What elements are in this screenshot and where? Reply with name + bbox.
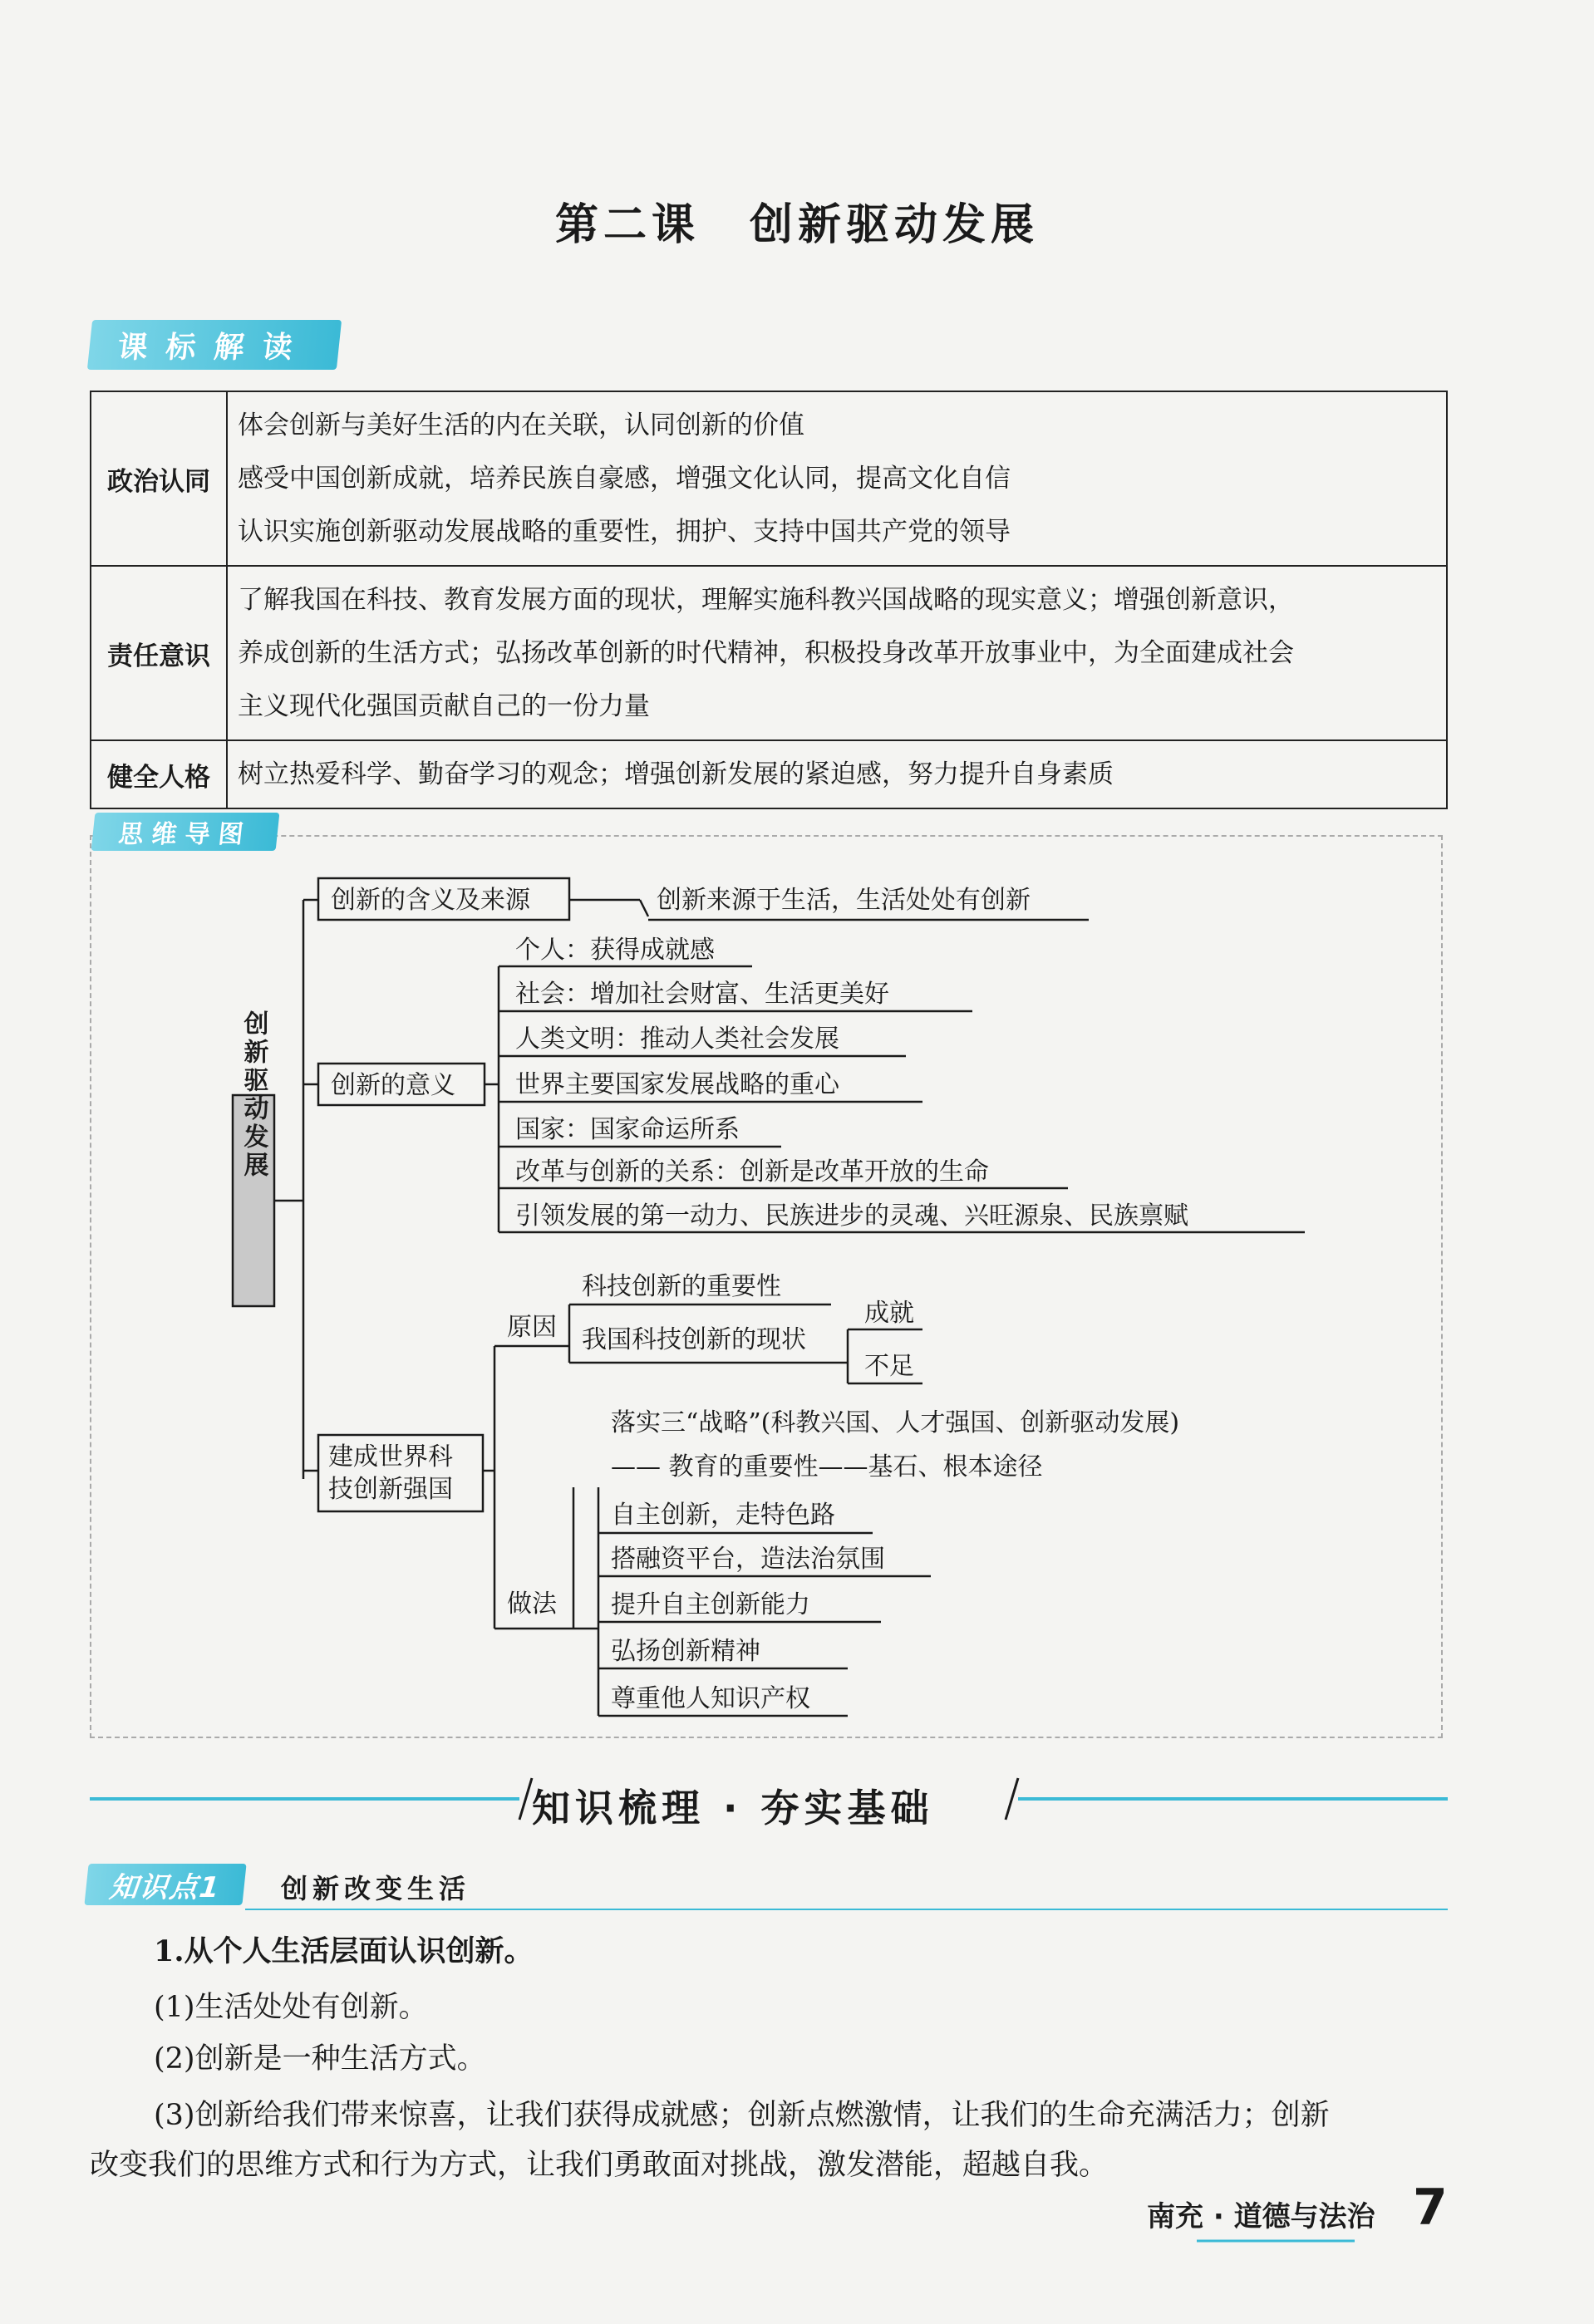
- leaf-label: 社会：增加社会财富、生活更美好: [515, 980, 889, 1009]
- content-p3-line2: 改变我们的思维方式和行为方式，让我们勇敢面对挑战，激发潜能，超越自我。: [90, 2149, 1109, 2182]
- root-label: 创新驱动发展: [239, 1010, 268, 1180]
- leaf-label: —— 教育的重要性——基石、根本途径: [611, 1452, 1043, 1481]
- leaf-label: 成就: [864, 1299, 914, 1328]
- branch-label: 建成世界科: [328, 1442, 453, 1472]
- content-p1: (1)生活处处有创新。: [154, 1991, 428, 2024]
- leaf-label: 世界主要国家发展战略的重心: [515, 1070, 839, 1099]
- sub-label: 原因: [507, 1313, 557, 1342]
- leaf-label: 科技创新的重要性: [582, 1272, 781, 1301]
- leaf-label: 国家：国家命运所系: [515, 1115, 740, 1144]
- leaf-label: 搭融资平台，造法治氛围: [611, 1545, 885, 1574]
- row-head: 责任意识: [91, 566, 227, 740]
- row-content: 体会创新与美好生活的内在关联，认同创新的价值 感受中国创新成就，培养民族自豪感，增强文化认同，提高文化自信 认识实施创新驱动发展战略的重要性，拥护、支持中国共产党的领导: [227, 391, 1447, 566]
- leaf-label: 弘扬创新精神: [611, 1637, 760, 1666]
- leaf-label: 落实三“战略”(科教兴国、人才强国、创新驱动发展): [611, 1408, 1180, 1437]
- leaf-label: 不足: [864, 1352, 914, 1381]
- lesson-title: 第二课 创新驱动发展: [554, 200, 1040, 250]
- row-head: 政治认同: [91, 391, 227, 566]
- row-head: 健全人格: [91, 740, 227, 808]
- leaf-label: 个人：获得成就感: [515, 936, 715, 965]
- branch-label: 创新的意义: [331, 1071, 455, 1100]
- row-content: 了解我国在科技、教育发展方面的现状，理解实施科教兴国战略的现实意义；增强创新意识， 养成创新的生活方式；弘扬改革创新的时代精神，积极投身改革开放事业中，为全面建成社会 主义现代化强国贡献自己的一份力量: [227, 566, 1447, 740]
- knowledge-point-tag: 知识点1: [84, 1864, 246, 1905]
- leaf-label: 提升自主创新能力: [611, 1590, 810, 1619]
- content-p3-line1: (3)创新给我们带来惊喜，让我们获得成就感；创新点燃激情，让我们的生命充满活力；创新: [154, 2099, 1330, 2132]
- leaf-label: 创新来源于生活，生活处处有创新: [657, 886, 1031, 915]
- leaf-label: 我国科技创新的现状: [582, 1325, 806, 1354]
- knowledge-point-title: 创新改变生活: [281, 1873, 471, 1904]
- mindmap-tag: 思维导图: [91, 813, 280, 851]
- curriculum-tag: 课标解读: [87, 320, 342, 370]
- section-title: 知识梳理 · 夯实基础: [532, 1786, 934, 1830]
- content-p2: (2)创新是一种生活方式。: [154, 2042, 486, 2076]
- page-number: 7: [1413, 2179, 1448, 2237]
- leaf-label: 自主创新，走特色路: [611, 1501, 835, 1530]
- footer-text: 南充 · 道德与法治: [1147, 2200, 1375, 2233]
- mindmap-text: [239, 886, 1189, 1713]
- content-heading: 1.从个人生活层面认识创新。: [154, 1934, 534, 1968]
- sub-label: 做法: [507, 1589, 557, 1619]
- row-content: 树立热爱科学、勤奋学习的观念；增强创新发展的紧迫感，努力提升自身素质: [227, 740, 1447, 808]
- leaf-label: 引领发展的第一动力、民族进步的灵魂、兴旺源泉、民族禀赋: [515, 1201, 1188, 1231]
- branch-label: 技创新强国: [328, 1475, 453, 1504]
- branch-label: 创新的含义及来源: [331, 886, 530, 915]
- leaf-label: 改革与创新的关系：创新是改革开放的生命: [515, 1157, 989, 1187]
- leaf-label: 人类文明：推动人类社会发展: [515, 1024, 839, 1054]
- leaf-label: 尊重他人知识产权: [611, 1684, 810, 1713]
